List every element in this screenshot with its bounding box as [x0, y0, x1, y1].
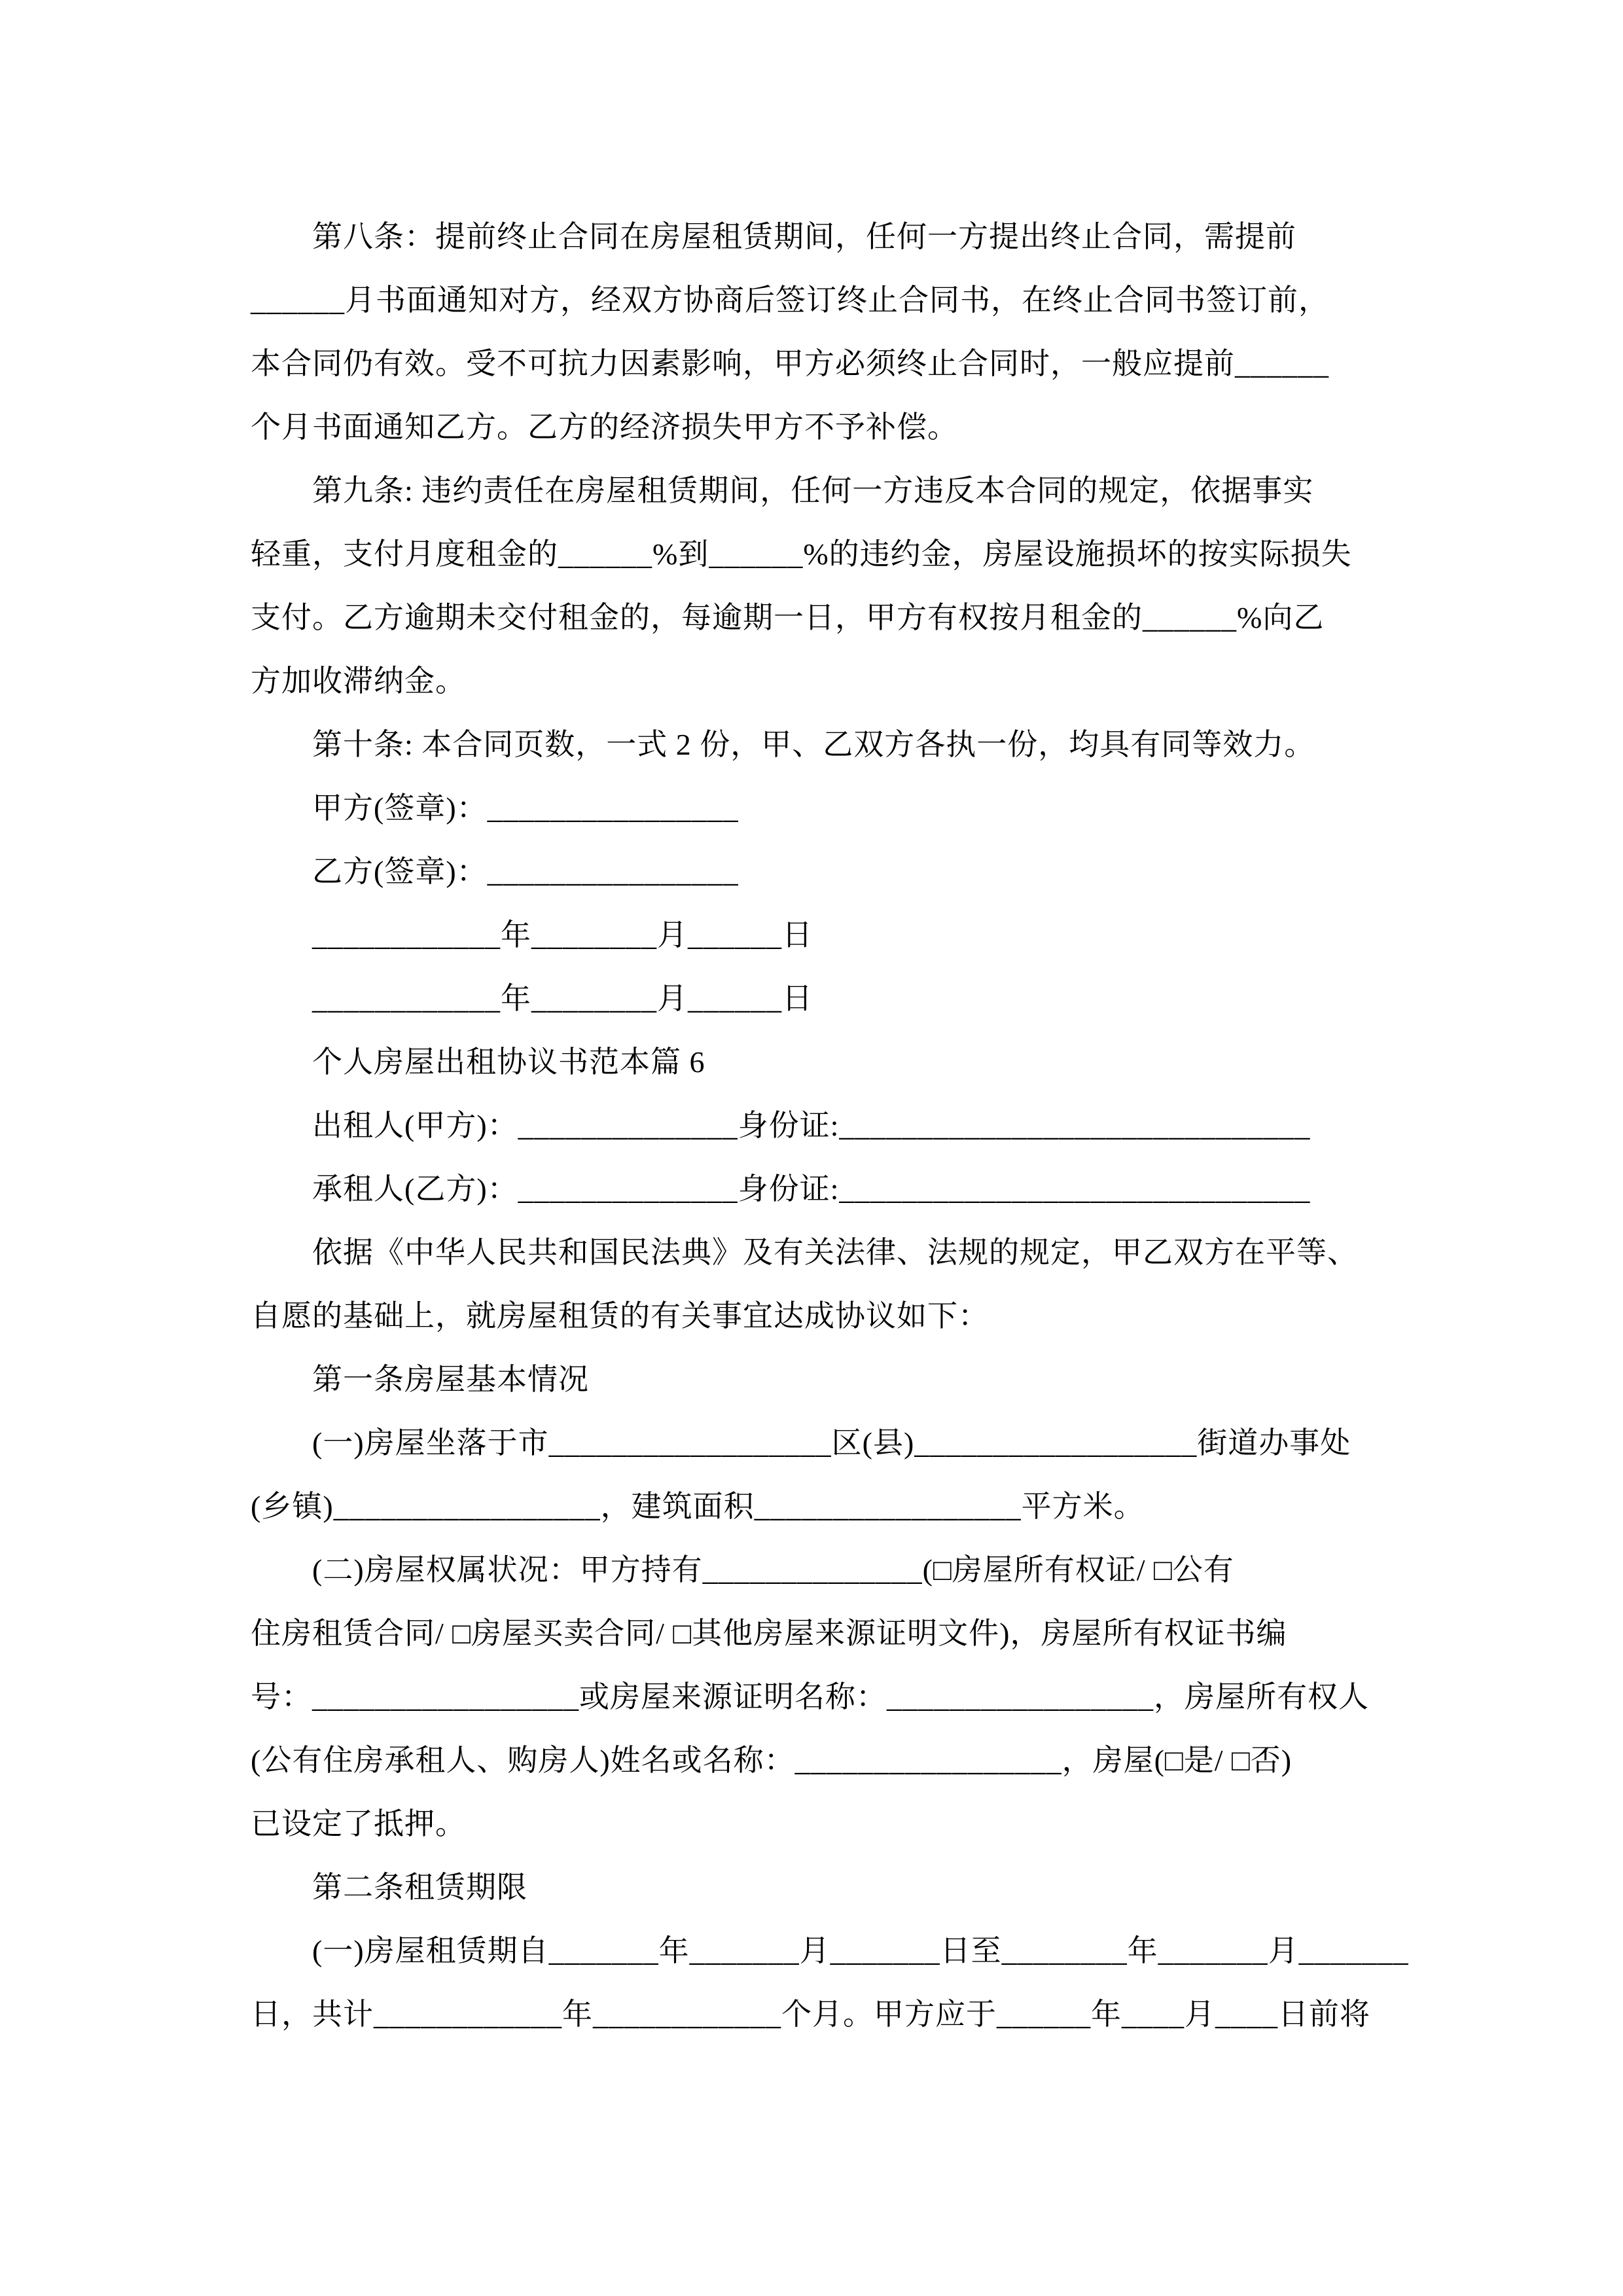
- party-a-signature-line: 甲方(签章)：________________: [312, 791, 739, 825]
- article-1-heading: 第一条房屋基本情况: [312, 1363, 589, 1396]
- clause-9-line-4: 方加收滞纳金。: [251, 664, 466, 698]
- clause-8-line-4: 个月书面通知乙方。乙方的经济损失甲方不予补偿。: [251, 410, 958, 444]
- clause-10-line: 第十条: 本合同页数，一式 2 份，甲、乙双方各执一份，均具有同等效力。: [312, 728, 1315, 761]
- article-2-item-1-line-1: (一)房屋租赁期自_______年_______月_______日至________年_______月_______: [312, 1934, 1409, 1967]
- preamble-line-1: 依据《中华人民共和国民法典》及有关法律、法规的规定，甲乙双方在平等、: [312, 1236, 1358, 1269]
- clause-8-line-3: 本合同仍有效。受不可抗力因素影响，甲方必须终止合同时，一般应提前______: [251, 347, 1329, 380]
- date-line-2: ____________年________月______日: [312, 982, 813, 1015]
- date-line-1: ____________年________月______日: [312, 918, 813, 952]
- clause-8-line-1: 第八条：提前终止合同在房屋租赁期间，任何一方提出终止合同，需提前: [312, 220, 1296, 253]
- clause-9-line-3: 支付。乙方逾期未交付租金的，每逾期一日，甲方有权按月租金的______%向乙: [251, 601, 1325, 634]
- lessor-identity-line: 出租人(甲方)：______________身份证:______________________________: [312, 1109, 1311, 1142]
- article-1-item-2-line-1: (二)房屋权属状况：甲方持有______________(□房屋所有权证/ □公有: [312, 1553, 1234, 1587]
- article-1-item-1-line-2: (乡镇)_________________，建筑面积_________________平方米。: [251, 1490, 1145, 1523]
- clause-8-line-2: ______月书面通知对方，经双方协商后签订终止合同书，在终止合同书签订前，: [251, 283, 1329, 317]
- clause-9-line-2: 轻重，支付月度租金的______%到______%的违约金，房屋设施损坏的按实际损失: [251, 537, 1352, 571]
- contract-text-block: [251, 205, 1429, 2046]
- party-b-signature-line: 乙方(签章)：________________: [312, 855, 739, 888]
- article-1-item-2-line-3: 号：_________________或房屋来源证明名称：_________________，房屋所有权人: [251, 1680, 1369, 1713]
- clause-9-line-1: 第九条: 违约责任在房屋租赁期间，任何一方违反本合同的规定，依据事实: [312, 474, 1314, 507]
- article-1-item-2-line-2: 住房租赁合同/ □房屋买卖合同/ □其他房屋来源证明文件)，房屋所有权证书编: [251, 1617, 1287, 1650]
- section-title: 个人房屋出租协议书范本篇 6: [312, 1045, 705, 1079]
- article-1-item-1-line-1: (一)房屋坐落于市__________________区(县)__________________街道办事处: [312, 1426, 1351, 1460]
- article-2-item-1-line-2: 日，共计____________年____________个月。甲方应于______年____月____日前将: [251, 1998, 1370, 2031]
- article-2-heading: 第二条租赁期限: [312, 1871, 527, 1904]
- lessee-identity-line: 承租人(乙方)：______________身份证:______________________________: [312, 1172, 1311, 1206]
- preamble-line-2: 自愿的基础上，就房屋租赁的有关事宜达成协议如下：: [251, 1299, 989, 1333]
- article-1-item-2-line-4: (公有住房承租人、购房人)姓名或名称：_________________，房屋(□是/ □否): [251, 1744, 1293, 1777]
- article-1-item-2-line-5: 已设定了抵押。: [251, 1807, 466, 1840]
